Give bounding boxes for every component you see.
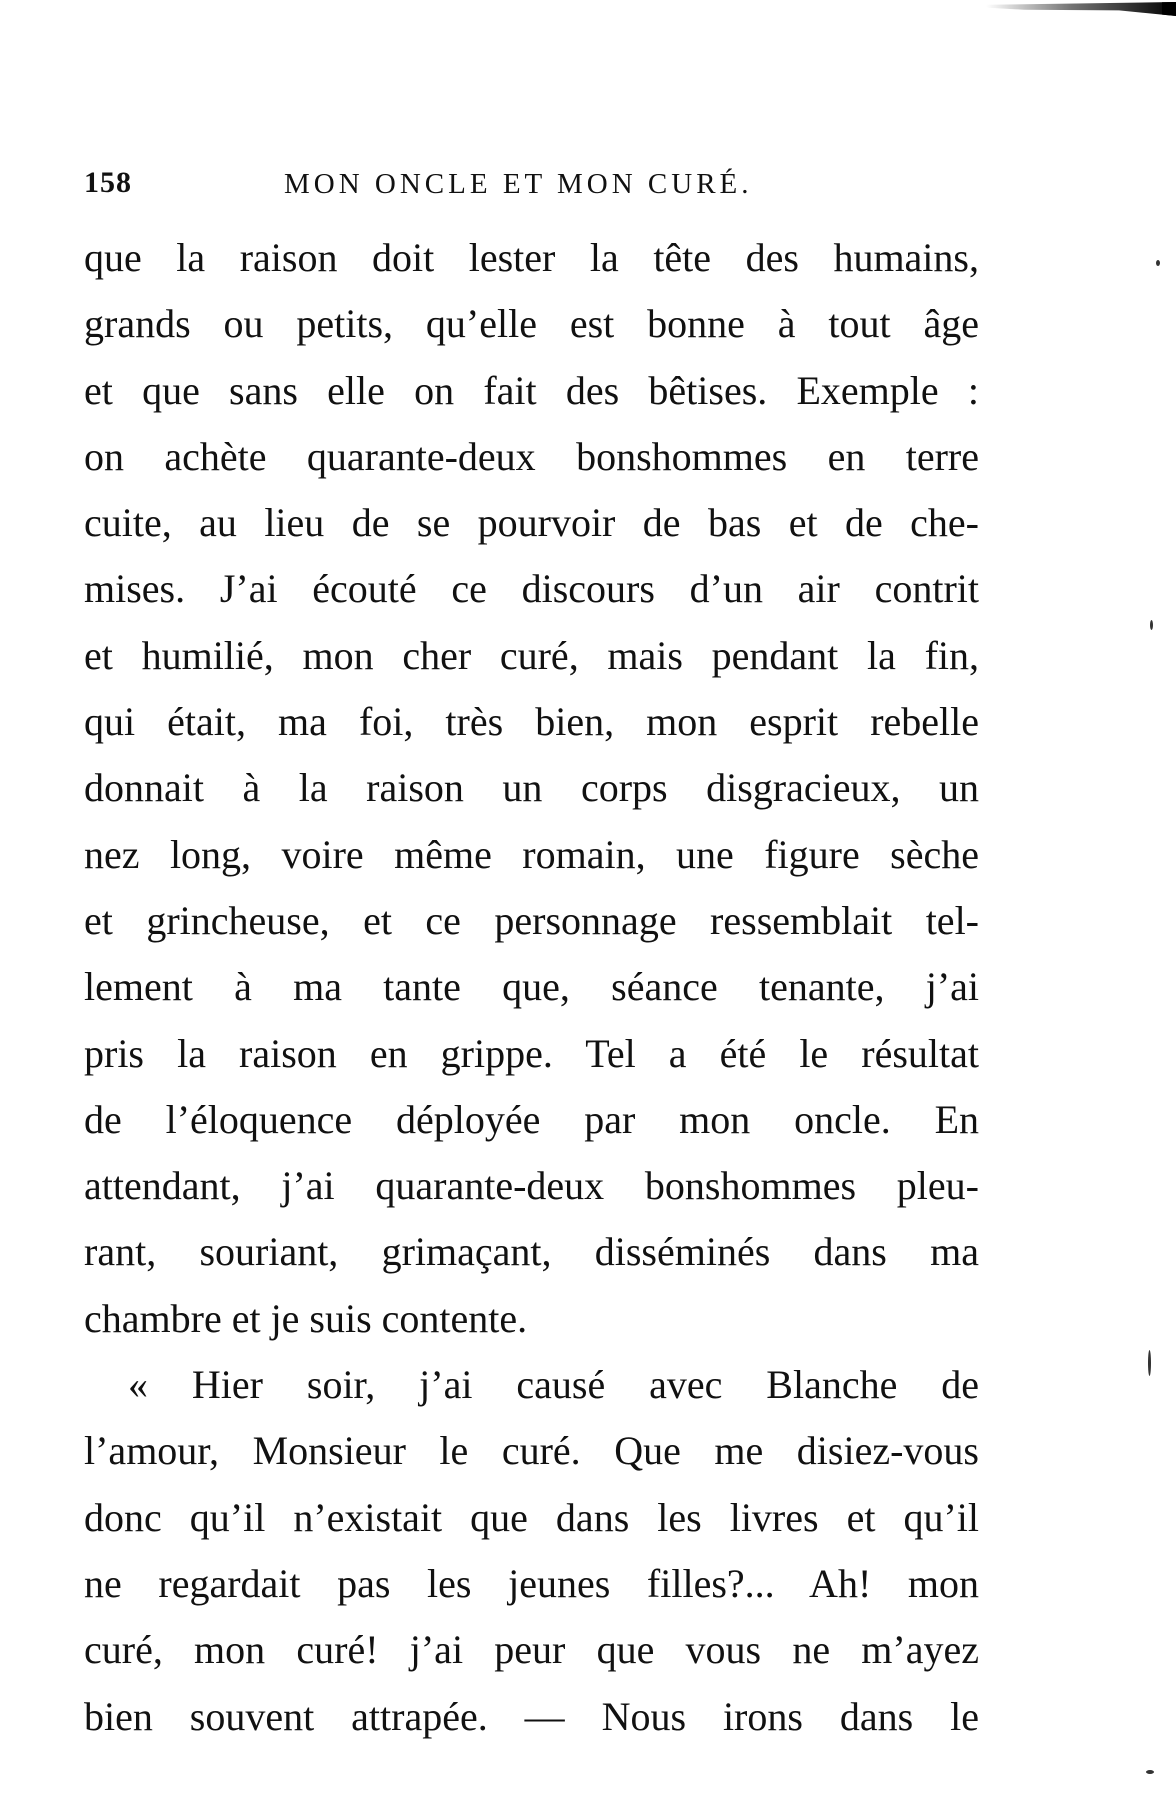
scan-speck bbox=[1146, 1770, 1154, 1774]
body-text bbox=[84, 225, 979, 1750]
scan-speck bbox=[1148, 1350, 1151, 1376]
running-title: MON ONCLE ET MON CURÉ. bbox=[284, 168, 753, 200]
text-line: donc qu’il n’existait que dans les livres et qu’il bbox=[84, 1494, 979, 1540]
page-number: 158 bbox=[84, 166, 132, 199]
scan-speck bbox=[1156, 260, 1160, 266]
text-line: grands ou petits, qu’elle est bonne à tout âge bbox=[84, 301, 979, 347]
text-line: on achète quarante-deux bonshommes en terre bbox=[84, 433, 979, 479]
text-line: donnait à la raison un corps disgracieux, un bbox=[84, 765, 979, 811]
paragraph-start-line: « Hier soir, j’ai causé avec Blanche de bbox=[128, 1362, 979, 1408]
text-line: pris la raison en grippe. Tel a été le résultat bbox=[84, 1030, 979, 1076]
text-line: que la raison doit lester la tête des humains, bbox=[84, 235, 979, 280]
text-line: et que sans elle on fait des bêtises. Exemple : bbox=[84, 367, 979, 413]
text-line: nez long, voire même romain, une figure sèche bbox=[84, 831, 979, 877]
text-line: curé, mon curé! j’ai peur que vous ne m’ayez bbox=[84, 1627, 979, 1673]
text-line: et humilié, mon cher curé, mais pendant la fin, bbox=[84, 632, 979, 678]
text-line: bien souvent attrapée. — Nous irons dans le bbox=[84, 1693, 979, 1739]
text-line: attendant, j’ai quarante-deux bonshommes pleu- bbox=[84, 1163, 979, 1209]
text-line: qui était, ma foi, très bien, mon esprit rebelle bbox=[84, 699, 979, 745]
text-line: ne regardait pas les jeunes filles?... Ah! mon bbox=[84, 1560, 979, 1606]
text-line: rant, souriant, grimaçant, disséminés dans ma bbox=[84, 1229, 979, 1275]
paragraph-end-line: chambre et je suis contente. bbox=[84, 1295, 528, 1341]
text-line: lement à ma tante que, séance tenante, j’ai bbox=[84, 964, 979, 1010]
text-line: l’amour, Monsieur le curé. Que me disiez-vous bbox=[84, 1428, 979, 1474]
scan-speck bbox=[1150, 620, 1153, 630]
text-line: et grincheuse, et ce personnage ressemblait tel- bbox=[84, 897, 979, 943]
text-line: mises. J’ai écouté ce discours d’un air contrit bbox=[84, 566, 979, 612]
scan-edge-mark bbox=[986, 2, 1176, 16]
running-head bbox=[84, 158, 984, 208]
text-line: cuite, au lieu de se pourvoir de bas et de che- bbox=[84, 500, 979, 546]
text-line: de l’éloquence déployée par mon oncle. En bbox=[84, 1096, 979, 1142]
